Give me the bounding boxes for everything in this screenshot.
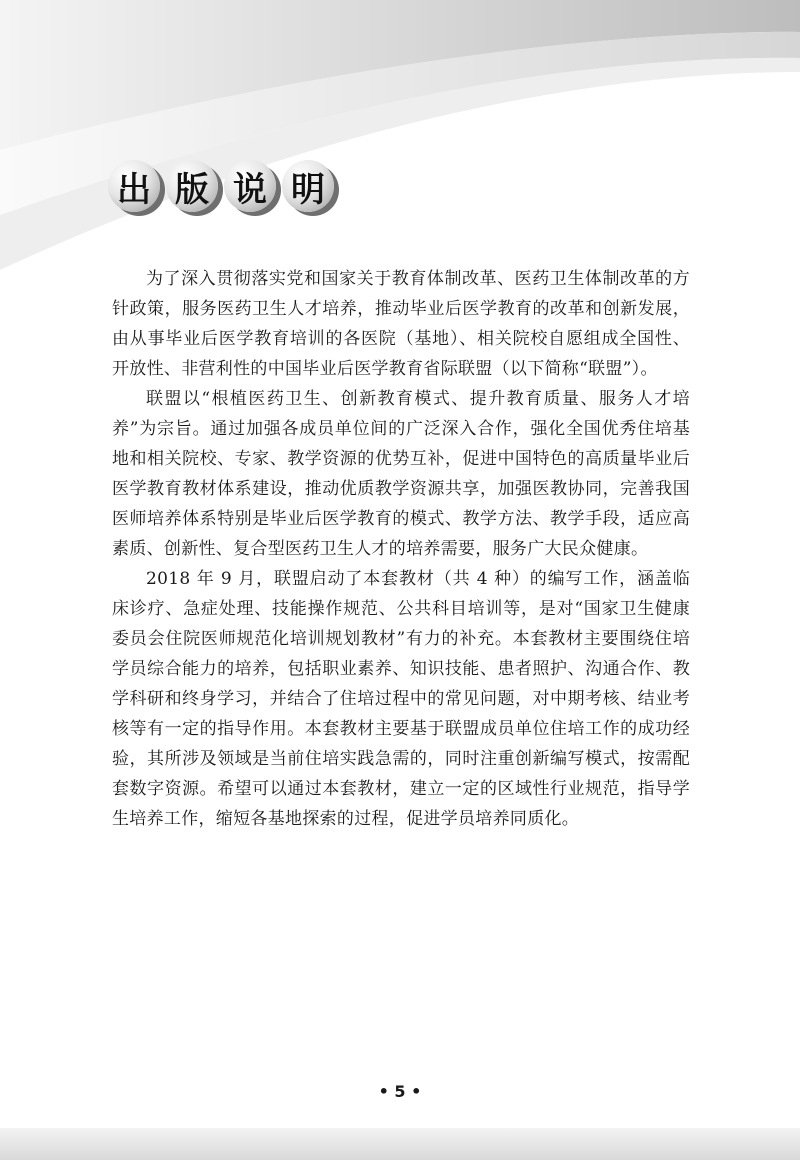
paragraph: 为了深入贯彻落实党和国家关于教育体制改革、医药卫生体制改革的方针政策，服务医药卫生人才培养，推动毕业后医学教育的改革和创新发展，由从事毕业后医学教育培训的各医院（基地）、相关院校自愿组成全国性、开放性、非营利性的中国毕业后医学教育省际联盟（以下简称“联盟”）。: [112, 269, 690, 379]
title-char: 明: [282, 160, 334, 212]
body-text: [112, 264, 690, 834]
page-title: [108, 160, 334, 212]
paragraph: 2018 年 9 月，联盟启动了本套教材（共 4 种）的编写工作，涵盖临床诊疗、急症处理、技能操作规范、公共科目培训等，是对“国家卫生健康委员会住院医师规范化培训规划教材”有力的补充。本套教材主要围绕住培学员综合能力的培养，包括职业素养、知识技能、患者照护、沟通合作、教学科研和终身学习，并结合了住培过程中的常见问题，对中期考核、结业考核等有一定的指导作用。本套教材主要基于联盟成员单位住培工作的成功经验，其所涉及领域是当前住培实践急需的，同时注重创新编写模式，按需配套数字资源。希望可以通过本套教材，建立一定的区域性行业规范，指导学生培养工作，缩短各基地探索的过程，促进学员培养同质化。: [112, 569, 690, 829]
title-char: 说: [224, 160, 276, 212]
paragraph: 联盟以“根植医药卫生、创新教育模式、提升教育质量、服务人才培养”为宗旨。通过加强各成员单位间的广泛深入合作，强化全国优秀住培基地和相关院校、专家、教学资源的优势互补，促进中国特色的高质量毕业后医学教育教材体系建设，推动优质教学资源共享，加强医教协同，完善我国医师培养体系特别是毕业后医学教育的模式、教学方法、教学手段，适应高素质、创新性、复合型医药卫生人才的培养需要，服务广大民众健康。: [112, 389, 690, 559]
header-swoosh-decoration: [0, 0, 800, 300]
title-char: 版: [166, 160, 218, 212]
footer-band-decoration: [0, 1128, 800, 1160]
page-number: • 5 •: [378, 1082, 422, 1101]
title-char: 出: [108, 160, 160, 212]
